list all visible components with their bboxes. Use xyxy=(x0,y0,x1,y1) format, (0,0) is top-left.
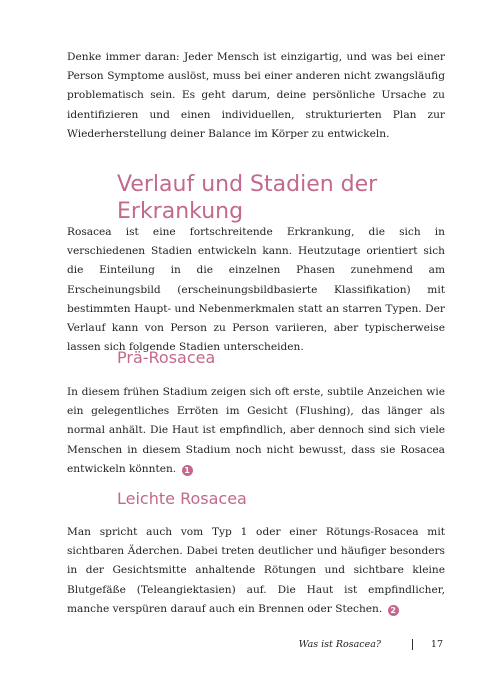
footnote-badge-1[interactable]: 1 xyxy=(182,465,193,476)
footer-divider xyxy=(412,639,413,650)
running-title: Was ist Rosacea? xyxy=(298,639,381,650)
section-paragraph-text: Rosacea ist eine fortschreitende Erkrankung, die sich in verschiedenen Stadien entwickeln kann. Heutzutage orientiert sich die Einteilung in die einzelnen Phasen zunehmend am Erscheinungsbild (erscheinungsbildbasierte Klassifikation) mit bestimmten Haupt- und Nebenmerkmalen statt an starren Typen. Der Verlauf kann von Person zu Person variieren, aber typischerweise lassen sich folgende Stadien unterscheiden. xyxy=(67,226,445,354)
book-page xyxy=(67,0,445,678)
section-heading: Verlauf und Stadien der Erkrankung xyxy=(117,172,378,224)
subsection-heading-leichte-rosacea: Leichte Rosacea xyxy=(117,489,247,508)
subsection-heading-pre-rosacea: Prä-Rosacea xyxy=(117,348,216,367)
intro-paragraph xyxy=(67,48,445,144)
pre-rosacea-paragraph xyxy=(67,383,445,479)
leichte-rosacea-paragraph xyxy=(67,523,445,619)
intro-paragraph-text: Denke immer daran: Jeder Mensch ist einzigartig, und was bei einer Person Symptome auslöst, muss bei einer anderen nicht zwangsläufig problematisch sein. Es geht darum, deine persönliche Ursache zu identifizieren und einen individuellen, strukturierten Plan zur Wiederherstellung deiner Balance im Körper zu entwickeln. xyxy=(67,51,445,140)
pre-rosacea-paragraph-text: In diesem frühen Stadium zeigen sich oft erste, subtile Anzeichen wie ein gelegentliches Erröten im Gesicht (Flushing), das länger als normal anhält. Die Haut ist empfindlich, aber dennoch sind sich viele Menschen in diesem Stadium noch nicht bewusst, dass sie Rosacea entwickeln könnten. xyxy=(67,386,445,475)
footnote-badge-2[interactable]: 2 xyxy=(388,605,399,616)
page-footer xyxy=(67,637,445,653)
page-number: 17 xyxy=(430,639,443,650)
leichte-rosacea-paragraph-text: Man spricht auch vom Typ 1 oder einer Rötungs-Rosacea mit sichtbaren Äderchen. Dabei treten deutlicher und häufiger besonders in der Gesichtsmitte anhaltende Rötungen und sichtbare kleine Blutgefäße (Teleangiektasien) auf. Die Haut ist empfindlicher, manche verspüren darauf auch ein Brennen oder Stechen. xyxy=(67,526,445,615)
section-paragraph xyxy=(67,223,445,357)
